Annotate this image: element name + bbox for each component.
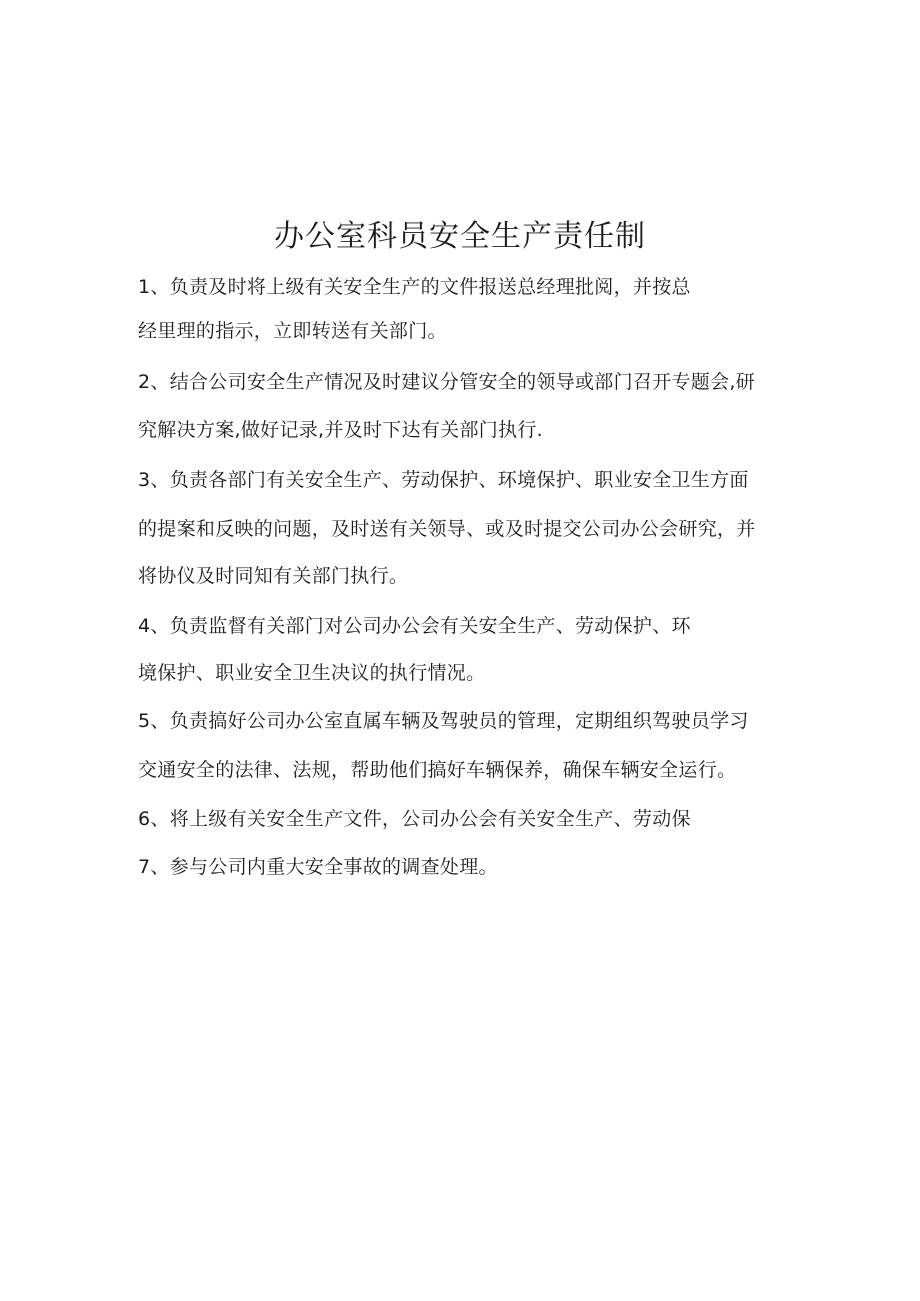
item-2-line-1: 2、结合公司安全生产情况及时建议分管安全的领导或部门召开专题会,研 — [138, 371, 756, 393]
item-6-line-1: 6、将上级有关安全生产文件，公司办公会有关安全生产、劳动保 — [138, 808, 691, 830]
item-2-line-2: 究解决方案,做好记录,并及时下达有关部门执行. — [138, 419, 544, 441]
item-1-line-2: 经里理的指示，立即转送有关部门。 — [138, 320, 447, 342]
item-4-line-1: 4、负责监督有关部门对公司办公会有关安全生产、劳动保护、环 — [138, 615, 691, 637]
item-3-line-1: 3、负责各部门有关安全生产、劳动保护、环境保护、职业安全卫生方面 — [138, 469, 749, 491]
document-title: 办公室科员安全生产责任制 — [274, 219, 646, 254]
item-5-line-2: 交通安全的法律、法规，帮助他们搞好车辆保养，确保车辆安全运行。 — [138, 759, 737, 781]
item-5-line-1: 5、负责搞好公司办公室直属车辆及驾驶员的管理，定期组织驾驶员学习 — [138, 710, 749, 732]
item-4-line-2: 境保护、职业安全卫生决议的执行情况。 — [138, 662, 486, 684]
item-1-line-1: 1、负责及时将上级有关安全生产的文件报送总经理批阅，并按总 — [138, 276, 691, 298]
item-7-line-1: 7、参与公司内重大安全事故的调查处理。 — [138, 856, 498, 878]
item-3-line-3: 将协仪及时同知有关部门执行。 — [138, 565, 409, 587]
item-3-line-2: 的提案和反映的问题，及时送有关领导、或及时提交公司办公会研究，并 — [138, 518, 756, 540]
